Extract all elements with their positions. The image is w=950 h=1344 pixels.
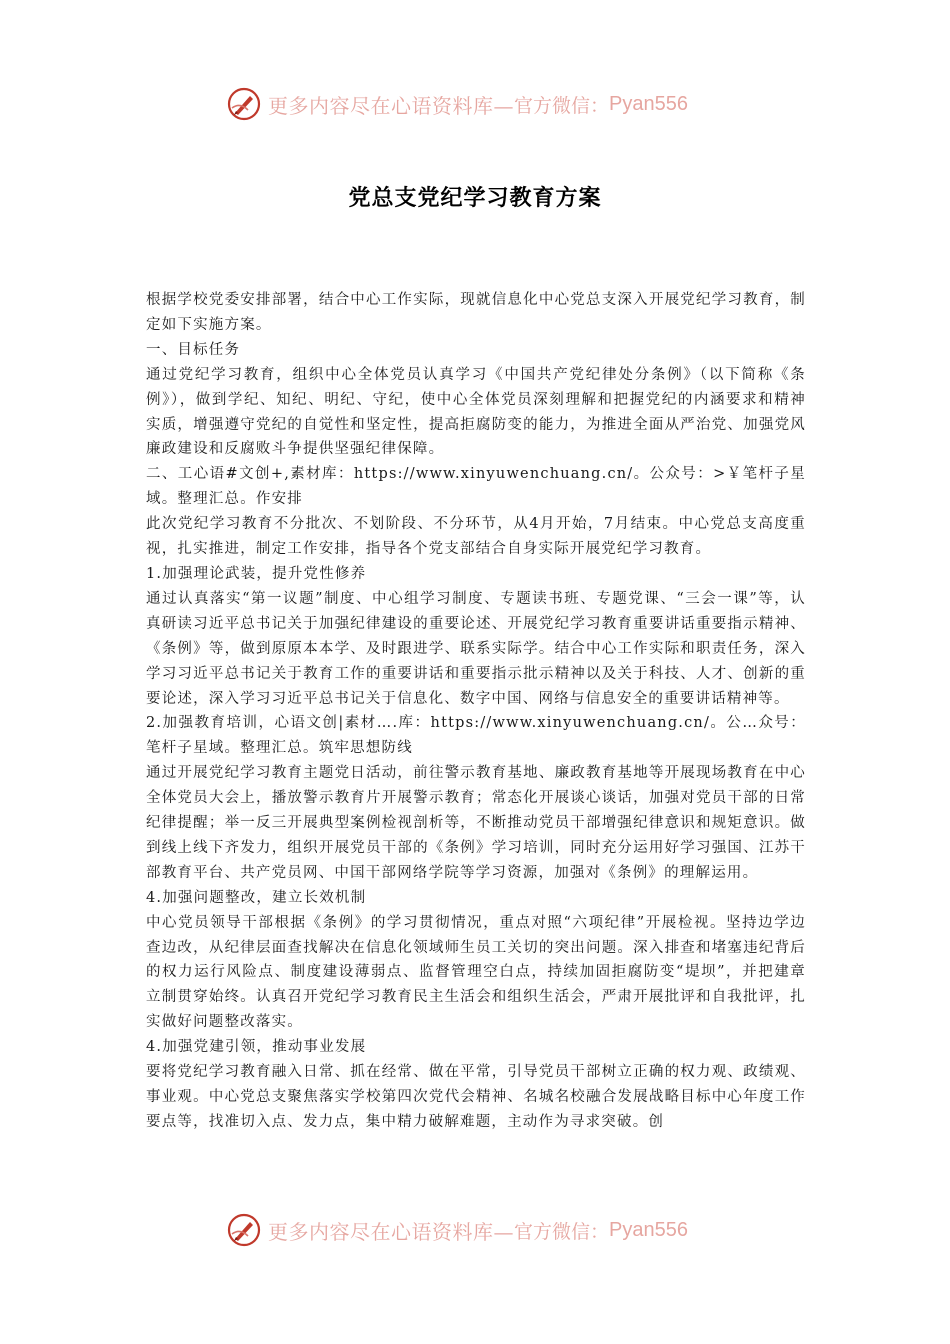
paragraph: 通过开展党纪学习教育主题党日活动，前往警示教育基地、廉政教育基地等开展现场教育在中心全体党员大会上，播放警示教育片开展警示教育；常态化开展谈心谈话，加强对党员干部的日常纪律提醒；举一反三开展典型案例检视剖析等，不断推动党员干部增强纪律意识和规矩意识。做到线上线下齐发力，组织开展党员干部的《条例》学习培训，同时充分运用好学习强国、江苏干部教育平台、共产党员网、中国干部网络学院等学习资源，加强对《条例》的理解运用。 — [146, 765, 806, 881]
document-title: 党总支党纪学习教育方案 — [348, 185, 602, 211]
banner-wechat-id: Pyan556 — [609, 92, 688, 115]
banner-slogan: 更多内容尽在心语资料库— — [268, 1219, 514, 1244]
section-heading: 一、目标任务 — [146, 341, 241, 358]
banner-slogan: 更多内容尽在心语资料库— — [268, 93, 514, 118]
banner-wechat-label: 官方微信： — [514, 1220, 610, 1243]
footer-banner — [226, 1208, 746, 1252]
paragraph: 通过认真落实“第一议题”制度、中心组学习制度、专题读书班、专题党课、“三会一课”等，认真研读习近平总书记关于加强纪律建设的重要论述、开展党纪学习教育重要讲话重要指示精神、《条例》等，做到原原本本学、及时跟进学、联系实际学。结合中心工作实际和职责任务，深入学习习近平总书记关于教育工作的重要讲话和重要指示批示精神以及关于科技、人才、创新的重要论述，深入学习习近平总书记关于信息化、数字中国、网络与信息安全的重要讲话精神等。 — [146, 590, 806, 707]
paragraph: 此次党纪学习教育不分批次、不划阶段、不分环节，从4月开始，7月结束。中心党总支高度重视，扎实推进，制定工作安排，指导各个党支部结合自身实际开展党纪学习教育。 — [146, 516, 806, 558]
pen-logo-icon — [226, 86, 262, 122]
subsection-heading: 4.加强党建引领，推动事业发展 — [146, 1039, 367, 1056]
banner-wechat-id: Pyan556 — [609, 1218, 688, 1241]
paragraph: 通过党纪学习教育，组织中心全体党员认真学习《中国共产党纪律处分条例》（以下简称《条例》），做到学纪、知纪、明纪、守纪，使中心全体党员深刻理解和把握党纪的内涵要求和精神实质，增强遵守党纪的自觉性和坚定性，提高拒腐防变的能力，为推进全面从严治党、加强党风廉政建设和反腐败斗争提供坚强纪律保障。 — [146, 366, 806, 458]
banner-wechat-label: 官方微信： — [514, 94, 610, 117]
document-body — [146, 288, 806, 1135]
subsection-heading: 1.加强理论武装，提升党性修养 — [146, 565, 367, 582]
pen-logo-icon — [226, 1212, 262, 1248]
subsection-heading: 4.加强问题整改，建立长效机制 — [146, 889, 367, 906]
paragraph: 要将党纪学习教育融入日常、抓在经常、做在平常，引导党员干部树立正确的权力观、政绩观、事业观。中心党总支聚焦落实学校第四次党代会精神、名城名校融合发展战略目标中心年度工作要点等，找准切入点、发力点，集中精力破解难题，主动作为寻求突破。创 — [146, 1064, 806, 1130]
subsection-heading: 2.加强教育培训，心语文创|素材….库：https://www.xinyuwenchuang.cn/。公…众号：笔杆子星域。整理汇总。筑牢思想防线 — [146, 715, 806, 757]
section-heading: 二、工心语#文创+,素材库：https://www.xinyuwenchuang.cn/。公众号：>￥笔杆子星域。整理汇总。作安排 — [146, 466, 806, 508]
paragraph: 中心党员领导干部根据《条例》的学习贯彻情况，重点对照“六项纪律”开展检视。坚持边学边查边改，从纪律层面查找解决在信息化领域师生员工关切的突出问题。深入排查和堵塞违纪背后的权力运行风险点、制度建设薄弱点、监督管理空白点，持续加固拒腐防变“堤坝”，并把建章立制贯穿始终。认真召开党纪学习教育民主生活会和组织生活会，严肃开展批评和自我批评，扎实做好问题整改落实。 — [146, 914, 806, 1031]
header-banner — [226, 82, 746, 126]
paragraph: 根据学校党委安排部署，结合中心工作实际，现就信息化中心党总支深入开展党纪学习教育，制定如下实施方案。 — [146, 292, 806, 333]
